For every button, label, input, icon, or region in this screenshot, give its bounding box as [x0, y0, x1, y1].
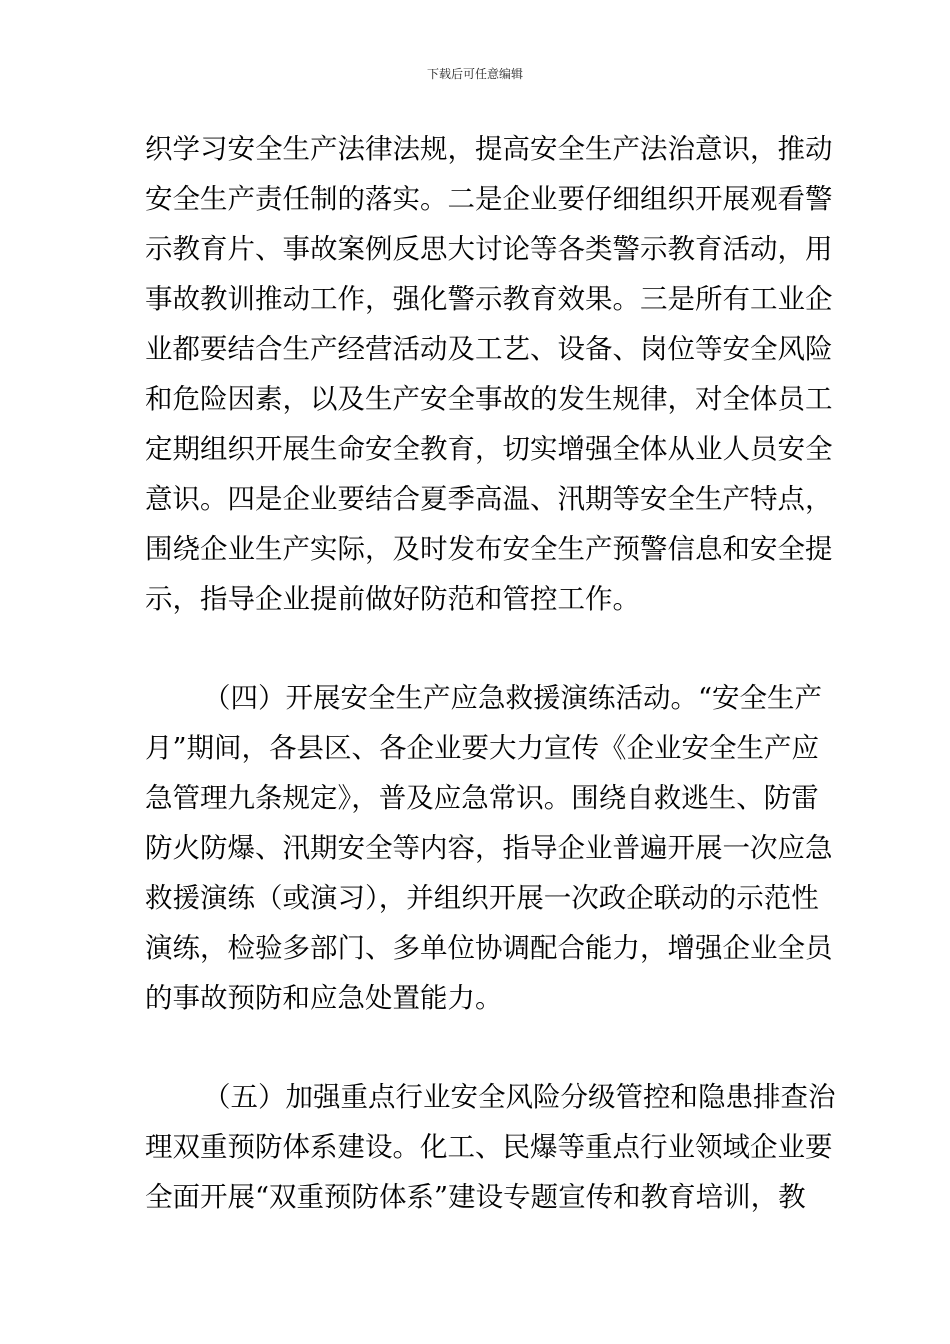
text-line: 定期组织开展生命安全教育，切实增强全体从业人员安全 — [145, 433, 833, 465]
text-line: 演练，检验多部门、多单位协调配合能力，增强企业全员 — [145, 932, 833, 964]
text-line: 示教育片、事故案例反思大讨论等各类警示教育活动，用 — [145, 233, 833, 265]
text-line: （五）加强重点行业安全风险分级管控和隐患排查治 — [203, 1081, 836, 1113]
paragraph-emergency-drill — [145, 673, 833, 1023]
text-line: 示，指导企业提前做好防范和管控工作。 — [145, 583, 640, 615]
page-header-note: 下载后可任意编辑 — [426, 67, 523, 81]
text-line: 防火防爆、汛期安全等内容，指导企业普遍开展一次应急 — [145, 832, 833, 864]
paragraph-warning-education — [145, 124, 833, 624]
text-line: 织学习安全生产法律法规，提高安全生产法治意识，推动 — [145, 133, 833, 165]
text-line: 围绕企业生产实际，及时发布安全生产预警信息和安全提 — [145, 533, 833, 565]
text-line: 理双重预防体系建设。化工、民爆等重点行业领域企业要 — [145, 1131, 833, 1163]
text-line: 全面开展“双重预防体系”建设专题宣传和教育培训，教 — [145, 1181, 806, 1213]
text-line: （四）开展安全生产应急救援演练活动。“安全生产 — [203, 682, 823, 714]
text-line: 意识。四是企业要结合夏季高温、汛期等安全生产特点， — [145, 483, 833, 515]
text-line: 急管理九条规定》，普及应急常识。围绕自救逃生、防雷 — [145, 782, 819, 814]
text-line: 业都要结合生产经营活动及工艺、设备、岗位等安全风险 — [145, 333, 833, 365]
text-line: 和危险因素，以及生产安全事故的发生规律，对全体员工 — [145, 383, 833, 415]
text-line: 事故教训推动工作，强化警示教育效果。三是所有工业企 — [145, 283, 833, 315]
text-line: 的事故预防和应急处置能力。 — [145, 982, 503, 1014]
text-line: 月”期间，各县区、各企业要大力宣传《企业安全生产应 — [145, 732, 820, 764]
paragraph-dual-prevention — [145, 1072, 836, 1222]
text-line: 救援演练（或演习），并组织开展一次政企联动的示范性 — [145, 882, 819, 914]
text-line: 安全生产责任制的落实。二是企业要仔细组织开展观看警 — [145, 183, 833, 215]
